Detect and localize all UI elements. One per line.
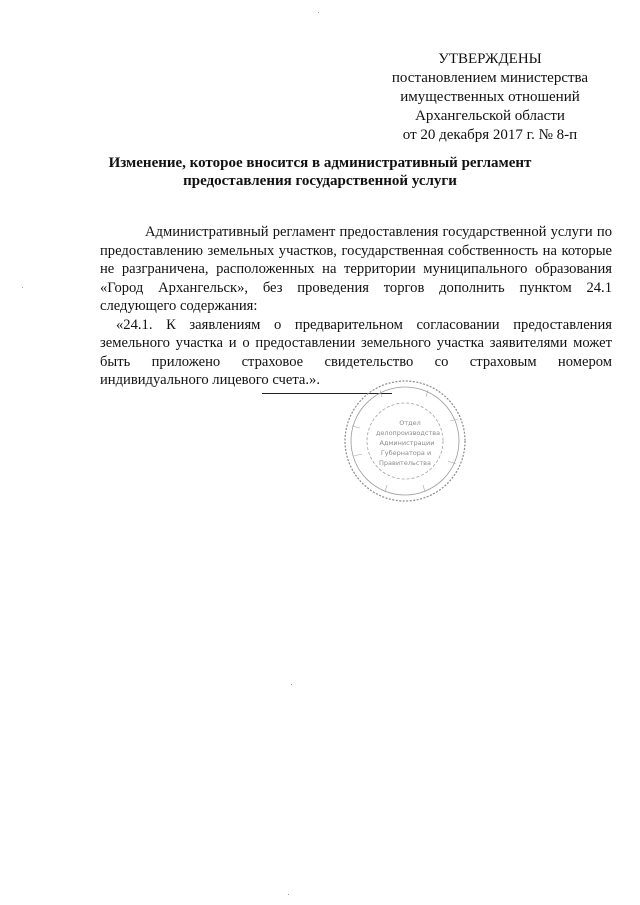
official-stamp-seal (340, 376, 470, 506)
approval-line-3: Архангельской области (415, 108, 565, 124)
body-paragraph-1: Административный регламент предоставления государственной услуги по предоставлению земельных участков, государственная собственность на которые не разграничена, расположенных на территории муниципального образования «Город Архангельск», без проведения торгов дополнить пунктом 24.1 следующего содержания: (100, 224, 612, 314)
approval-line-1: постановлением министерства (391, 70, 589, 86)
stamp-line-1: Отдел (399, 419, 421, 427)
stamp-line-3: Администрации (379, 439, 435, 447)
approval-line-4: от 20 декабря 2017 г. № 8-п (402, 127, 578, 143)
approval-heading: УТВЕРЖДЕНЫ (438, 51, 542, 67)
stamp-line-5: Правительства (379, 459, 431, 467)
body-paragraph-2: «24.1. К заявлениям о предварительном согласовании предоставления земельного участка и о предоставлении земельного участка заявителями может быть приложено страховое свидетельство со страховым номером индивидуального лицевого счета.». (100, 316, 612, 388)
stamp-line-4: Губернатора и (380, 449, 432, 457)
title-line-1: Изменение, которое вносится в административный регламент (108, 155, 532, 171)
stamp-line-2: делопроизводства (375, 429, 441, 437)
title-line-2: предоставления государственной услуги (183, 173, 457, 189)
approval-block (360, 50, 620, 145)
document-title (80, 154, 560, 190)
document-body (100, 223, 612, 390)
approval-line-2: имущественных отношений (400, 89, 580, 105)
